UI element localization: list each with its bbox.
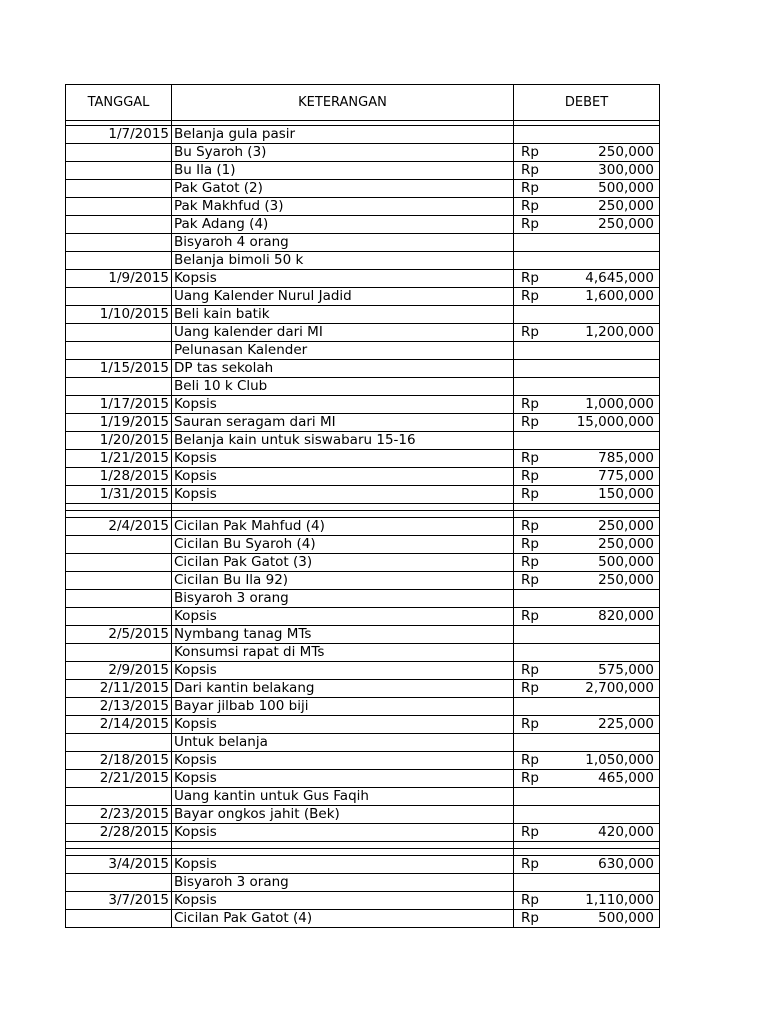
amount-value: 250,000 (598, 536, 654, 552)
table-row (66, 874, 660, 892)
blank-cell (172, 849, 514, 856)
debet-cell (514, 288, 660, 306)
date-cell (66, 144, 172, 162)
currency-label: Rp (521, 824, 539, 840)
description-cell: Kopsis (172, 752, 514, 770)
description-cell: Bayar ongkos jahit (Bek) (172, 806, 514, 824)
date-cell: 1/7/2015 (66, 126, 172, 144)
description-cell: Bayar jilbab 100 biji (172, 698, 514, 716)
debet-cell (514, 856, 660, 874)
debet-cell (514, 306, 660, 324)
amount-value: 4,645,000 (585, 270, 654, 286)
debet-cell (514, 644, 660, 662)
table-row (66, 126, 660, 144)
debet-cell (514, 590, 660, 608)
currency-label: Rp (521, 608, 539, 624)
debet-cell (514, 414, 660, 432)
debet-cell (514, 806, 660, 824)
table-row (66, 644, 660, 662)
table-row (66, 162, 660, 180)
description-cell: Pak Adang (4) (172, 216, 514, 234)
table-row (66, 396, 660, 414)
date-cell: 1/28/2015 (66, 468, 172, 486)
currency-label: Rp (521, 162, 539, 178)
description-cell: Kopsis (172, 770, 514, 788)
amount-value: 225,000 (598, 716, 654, 732)
debet-cell (514, 608, 660, 626)
date-cell: 1/21/2015 (66, 450, 172, 468)
table-row (66, 342, 660, 360)
debet-cell (514, 216, 660, 234)
amount-value: 250,000 (598, 144, 654, 160)
debet-cell (514, 162, 660, 180)
amount-value: 500,000 (598, 554, 654, 570)
description-cell: Bisyaroh 4 orang (172, 234, 514, 252)
description-cell: Dari kantin belakang (172, 680, 514, 698)
amount-value: 250,000 (598, 198, 654, 214)
amount-value: 420,000 (598, 824, 654, 840)
table-row (66, 716, 660, 734)
table-row (66, 680, 660, 698)
debet-cell (514, 396, 660, 414)
debet-cell (514, 824, 660, 842)
amount-value: 500,000 (598, 910, 654, 926)
table-row (66, 468, 660, 486)
currency-label: Rp (521, 572, 539, 588)
amount-value: 465,000 (598, 770, 654, 786)
debet-cell (514, 468, 660, 486)
table-row (66, 662, 660, 680)
header-row (66, 85, 660, 121)
description-cell: Sauran seragam dari MI (172, 414, 514, 432)
description-cell: Bu Ila (1) (172, 162, 514, 180)
debet-cell (514, 680, 660, 698)
blank-cell (66, 511, 172, 518)
date-cell (66, 590, 172, 608)
debet-cell (514, 234, 660, 252)
currency-label: Rp (521, 518, 539, 534)
amount-value: 820,000 (598, 608, 654, 624)
date-cell (66, 788, 172, 806)
currency-label: Rp (521, 680, 539, 696)
date-cell: 2/4/2015 (66, 518, 172, 536)
table-row (66, 752, 660, 770)
date-cell: 2/23/2015 (66, 806, 172, 824)
date-cell: 3/7/2015 (66, 892, 172, 910)
description-cell: Kopsis (172, 824, 514, 842)
blank-cell (172, 511, 514, 518)
debet-cell (514, 734, 660, 752)
table-row (66, 554, 660, 572)
description-cell: Uang kantin untuk Gus Faqih (172, 788, 514, 806)
ledger-body (66, 121, 660, 928)
currency-label: Rp (521, 662, 539, 678)
date-cell: 1/10/2015 (66, 306, 172, 324)
blank-cell (172, 842, 514, 849)
blank-cell (172, 504, 514, 511)
currency-label: Rp (521, 450, 539, 466)
date-cell (66, 234, 172, 252)
table-row (66, 486, 660, 504)
debet-cell (514, 874, 660, 892)
date-cell (66, 288, 172, 306)
currency-label: Rp (521, 486, 539, 502)
debet-cell (514, 144, 660, 162)
description-cell: Kopsis (172, 662, 514, 680)
description-cell: Kopsis (172, 892, 514, 910)
description-cell: Cicilan Pak Gatot (4) (172, 910, 514, 928)
debet-cell (514, 198, 660, 216)
blank-row (66, 849, 660, 856)
debet-cell (514, 662, 660, 680)
description-cell: Kopsis (172, 450, 514, 468)
ledger-table (65, 84, 660, 928)
table-row (66, 892, 660, 910)
amount-value: 785,000 (598, 450, 654, 466)
table-row (66, 306, 660, 324)
date-cell: 1/31/2015 (66, 486, 172, 504)
date-cell: 2/18/2015 (66, 752, 172, 770)
header-debet: DEBET (514, 85, 660, 121)
amount-value: 1,600,000 (585, 288, 654, 304)
blank-cell (514, 849, 660, 856)
description-cell: Cicilan Bu Ila 92) (172, 572, 514, 590)
table-row (66, 770, 660, 788)
blank-cell (66, 504, 172, 511)
description-cell: Kopsis (172, 716, 514, 734)
debet-cell (514, 180, 660, 198)
description-cell: Konsumsi rapat di MTs (172, 644, 514, 662)
currency-label: Rp (521, 270, 539, 286)
debet-cell (514, 716, 660, 734)
blank-cell (66, 849, 172, 856)
debet-cell (514, 360, 660, 378)
debet-cell (514, 698, 660, 716)
amount-value: 2,700,000 (585, 680, 654, 696)
debet-cell (514, 910, 660, 928)
currency-label: Rp (521, 770, 539, 786)
debet-cell (514, 770, 660, 788)
table-row (66, 198, 660, 216)
description-cell: Uang Kalender Nurul Jadid (172, 288, 514, 306)
table-row (66, 806, 660, 824)
debet-cell (514, 126, 660, 144)
table-row (66, 270, 660, 288)
debet-cell (514, 788, 660, 806)
description-cell: Beli 10 k Club (172, 378, 514, 396)
description-cell: Beli kain batik (172, 306, 514, 324)
debet-cell (514, 554, 660, 572)
description-cell: Belanja kain untuk siswabaru 15-16 (172, 432, 514, 450)
description-cell: Uang kalender dari MI (172, 324, 514, 342)
date-cell (66, 536, 172, 554)
date-cell: 1/15/2015 (66, 360, 172, 378)
blank-cell (66, 842, 172, 849)
blank-cell (514, 511, 660, 518)
date-cell: 2/5/2015 (66, 626, 172, 644)
date-cell (66, 198, 172, 216)
date-cell (66, 252, 172, 270)
debet-cell (514, 252, 660, 270)
date-cell: 1/17/2015 (66, 396, 172, 414)
date-cell (66, 342, 172, 360)
amount-value: 1,110,000 (585, 892, 654, 908)
description-cell: Kopsis (172, 468, 514, 486)
currency-label: Rp (521, 536, 539, 552)
currency-label: Rp (521, 144, 539, 160)
description-cell: Pak Makhfud (3) (172, 198, 514, 216)
date-cell (66, 554, 172, 572)
description-cell: Bisyaroh 3 orang (172, 590, 514, 608)
amount-value: 1,000,000 (585, 396, 654, 412)
header-keterangan: KETERANGAN (172, 85, 514, 121)
table-row (66, 608, 660, 626)
currency-label: Rp (521, 216, 539, 232)
table-row (66, 910, 660, 928)
amount-value: 150,000 (598, 486, 654, 502)
currency-label: Rp (521, 414, 539, 430)
date-cell: 2/11/2015 (66, 680, 172, 698)
table-row (66, 360, 660, 378)
date-cell (66, 180, 172, 198)
table-row (66, 234, 660, 252)
amount-value: 250,000 (598, 518, 654, 534)
debet-cell (514, 324, 660, 342)
date-cell (66, 324, 172, 342)
description-cell: Kopsis (172, 270, 514, 288)
debet-cell (514, 572, 660, 590)
table-row (66, 450, 660, 468)
description-cell: Cicilan Bu Syaroh (4) (172, 536, 514, 554)
table-row (66, 856, 660, 874)
currency-label: Rp (521, 324, 539, 340)
amount-value: 500,000 (598, 180, 654, 196)
debet-cell (514, 378, 660, 396)
table-row (66, 144, 660, 162)
amount-value: 250,000 (598, 216, 654, 232)
blank-cell (514, 842, 660, 849)
table-row (66, 216, 660, 234)
description-cell: Bisyaroh 3 orang (172, 874, 514, 892)
date-cell (66, 910, 172, 928)
description-cell: Belanja bimoli 50 k (172, 252, 514, 270)
table-row (66, 698, 660, 716)
date-cell: 3/4/2015 (66, 856, 172, 874)
description-cell: Cicilan Pak Mahfud (4) (172, 518, 514, 536)
table-row (66, 288, 660, 306)
date-cell: 2/21/2015 (66, 770, 172, 788)
table-row (66, 590, 660, 608)
blank-row (66, 511, 660, 518)
currency-label: Rp (521, 468, 539, 484)
table-row (66, 378, 660, 396)
description-cell: Kopsis (172, 486, 514, 504)
table-row (66, 626, 660, 644)
date-cell (66, 874, 172, 892)
table-row (66, 734, 660, 752)
debet-cell (514, 270, 660, 288)
currency-label: Rp (521, 180, 539, 196)
debet-cell (514, 432, 660, 450)
date-cell: 1/20/2015 (66, 432, 172, 450)
description-cell: Kopsis (172, 608, 514, 626)
currency-label: Rp (521, 892, 539, 908)
date-cell (66, 644, 172, 662)
date-cell (66, 216, 172, 234)
date-cell: 2/13/2015 (66, 698, 172, 716)
description-cell: Nymbang tanag MTs (172, 626, 514, 644)
date-cell (66, 734, 172, 752)
table-row (66, 324, 660, 342)
table-row (66, 432, 660, 450)
description-cell: Pelunasan Kalender (172, 342, 514, 360)
amount-value: 1,200,000 (585, 324, 654, 340)
date-cell: 2/9/2015 (66, 662, 172, 680)
debet-cell (514, 486, 660, 504)
blank-row (66, 504, 660, 511)
debet-cell (514, 518, 660, 536)
debet-cell (514, 450, 660, 468)
currency-label: Rp (521, 910, 539, 926)
description-cell: Kopsis (172, 396, 514, 414)
date-cell (66, 162, 172, 180)
currency-label: Rp (521, 198, 539, 214)
date-cell (66, 608, 172, 626)
currency-label: Rp (521, 554, 539, 570)
date-cell: 1/9/2015 (66, 270, 172, 288)
description-cell: Belanja gula pasir (172, 126, 514, 144)
table-row (66, 572, 660, 590)
date-cell (66, 378, 172, 396)
table-row (66, 180, 660, 198)
table-row (66, 518, 660, 536)
table-row (66, 536, 660, 554)
date-cell: 1/19/2015 (66, 414, 172, 432)
debet-cell (514, 626, 660, 644)
amount-value: 250,000 (598, 572, 654, 588)
amount-value: 775,000 (598, 468, 654, 484)
description-cell: Bu Syaroh (3) (172, 144, 514, 162)
currency-label: Rp (521, 288, 539, 304)
blank-cell (514, 504, 660, 511)
debet-cell (514, 342, 660, 360)
description-cell: Cicilan Pak Gatot (3) (172, 554, 514, 572)
date-cell: 2/14/2015 (66, 716, 172, 734)
description-cell: Untuk belanja (172, 734, 514, 752)
header-tanggal: TANGGAL (66, 85, 172, 121)
amount-value: 630,000 (598, 856, 654, 872)
date-cell (66, 572, 172, 590)
amount-value: 15,000,000 (576, 414, 654, 430)
debet-cell (514, 536, 660, 554)
table-row (66, 824, 660, 842)
description-cell: Pak Gatot (2) (172, 180, 514, 198)
date-cell: 2/28/2015 (66, 824, 172, 842)
table-row (66, 788, 660, 806)
currency-label: Rp (521, 856, 539, 872)
blank-row (66, 842, 660, 849)
description-cell: Kopsis (172, 856, 514, 874)
currency-label: Rp (521, 396, 539, 412)
amount-value: 1,050,000 (585, 752, 654, 768)
table-row (66, 252, 660, 270)
amount-value: 575,000 (598, 662, 654, 678)
currency-label: Rp (521, 716, 539, 732)
description-cell: DP tas sekolah (172, 360, 514, 378)
debet-cell (514, 752, 660, 770)
currency-label: Rp (521, 752, 539, 768)
amount-value: 300,000 (598, 162, 654, 178)
debet-cell (514, 892, 660, 910)
table-row (66, 414, 660, 432)
